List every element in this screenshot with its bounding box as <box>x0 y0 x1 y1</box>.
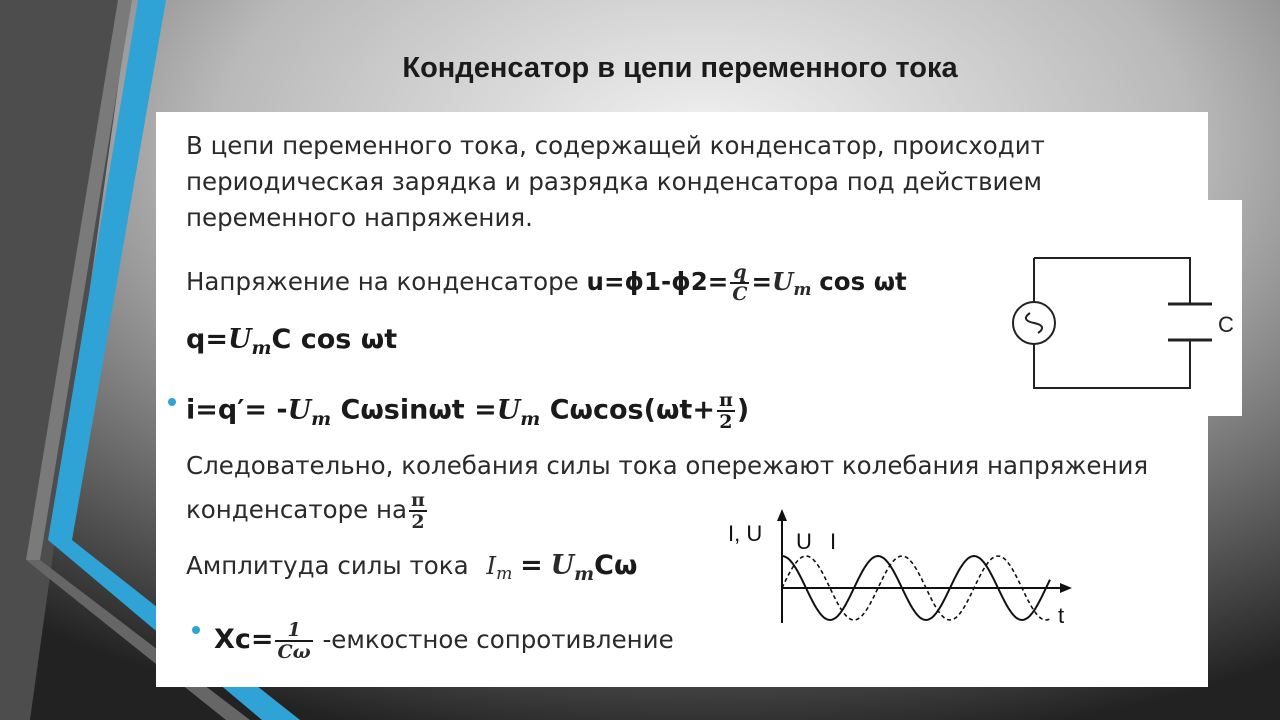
um-u: U <box>287 394 312 426</box>
charge-tail: C cos ωt <box>271 324 398 355</box>
bullet-dot <box>192 626 200 634</box>
im-symbol <box>486 551 513 585</box>
fraction-denominator: C <box>732 283 748 305</box>
lead-line-1: Следовательно, колебания силы тока опережают колебания напряжения <box>186 451 1149 480</box>
bullet-dot <box>168 398 176 406</box>
amplitude-label: Амплитуда силы тока <box>186 551 469 580</box>
amplitude-equals: = <box>520 550 543 581</box>
slide-title: Конденсатор в цепи переменного тока <box>402 52 958 84</box>
voltage-tail: cos ωt <box>819 267 907 296</box>
fraction-numerator: 1 <box>287 619 301 641</box>
lead-line-2 <box>186 490 429 532</box>
current-mid: Cωsinωt = <box>340 394 497 426</box>
circuit-wire <box>1034 340 1190 388</box>
i-curve-label: I <box>830 529 837 554</box>
intro-line-3: переменного напряжения. <box>186 203 533 232</box>
im-subscript: m <box>496 564 513 585</box>
current-voltage-graph <box>720 505 1080 635</box>
circuit-wire <box>1034 258 1190 304</box>
fraction-numerator: π <box>411 489 425 511</box>
fraction-numerator: π <box>718 389 733 411</box>
um-symbol <box>287 394 332 430</box>
xc-head: Xc= <box>214 624 274 655</box>
xc-fraction <box>275 620 312 662</box>
intro-line-1: В цепи переменного тока, содержащей конденсатор, происходит <box>186 131 1045 160</box>
im-i: I <box>486 551 497 580</box>
um-symbol <box>771 267 812 301</box>
charge-formula <box>186 324 397 358</box>
current-formula <box>186 390 749 432</box>
y-axis-label: I, U <box>728 521 763 546</box>
fraction-denominator: Cω <box>277 641 311 663</box>
um-u: U <box>227 324 252 355</box>
um-subscript: m <box>574 563 595 586</box>
reactance-line <box>214 620 674 662</box>
um-subscript: m <box>793 280 812 301</box>
voltage-fraction <box>730 262 749 304</box>
amplitude-line <box>186 550 637 585</box>
lead-text: конденсаторе на <box>186 495 408 524</box>
voltage-formula-line <box>186 262 907 304</box>
u-curve-label: U <box>796 529 812 554</box>
um-subscript: m <box>251 337 272 360</box>
current-close: ) <box>736 394 750 426</box>
current-head: i=q′= - <box>186 394 288 426</box>
xc-tail: -емкостное сопротивление <box>322 625 674 654</box>
um-symbol <box>227 324 272 360</box>
um-u: U <box>496 394 521 426</box>
capacitor-label: C <box>1218 312 1234 337</box>
voltage-formula-head: u=ϕ1-ϕ2= <box>586 267 729 296</box>
um-symbol <box>550 550 595 586</box>
um-subscript: m <box>311 407 332 430</box>
voltage-label: Напряжение на конденсаторе <box>186 267 579 296</box>
x-axis-label: t <box>1058 603 1065 628</box>
um-u: U <box>771 267 794 296</box>
um-subscript: m <box>520 407 541 430</box>
fraction-numerator: q <box>733 261 747 283</box>
fraction-denominator: 2 <box>409 510 427 532</box>
um-symbol <box>496 394 541 430</box>
voltage-equals: = <box>751 267 772 296</box>
y-axis-arrow-icon <box>777 509 787 521</box>
x-axis-arrow-icon <box>1060 583 1072 593</box>
intro-line-2: периодическая зарядка и разрядка конденсатора под действием <box>186 167 1043 196</box>
charge-head: q= <box>186 324 228 355</box>
lead-fraction <box>409 490 427 532</box>
fraction-denominator: 2 <box>717 410 735 432</box>
current-fraction <box>717 390 735 432</box>
circuit-diagram <box>1000 200 1242 416</box>
amplitude-tail: Cω <box>594 550 638 581</box>
um-u: U <box>550 550 575 581</box>
current-tail: Cωcos(ωt+ <box>549 394 715 426</box>
